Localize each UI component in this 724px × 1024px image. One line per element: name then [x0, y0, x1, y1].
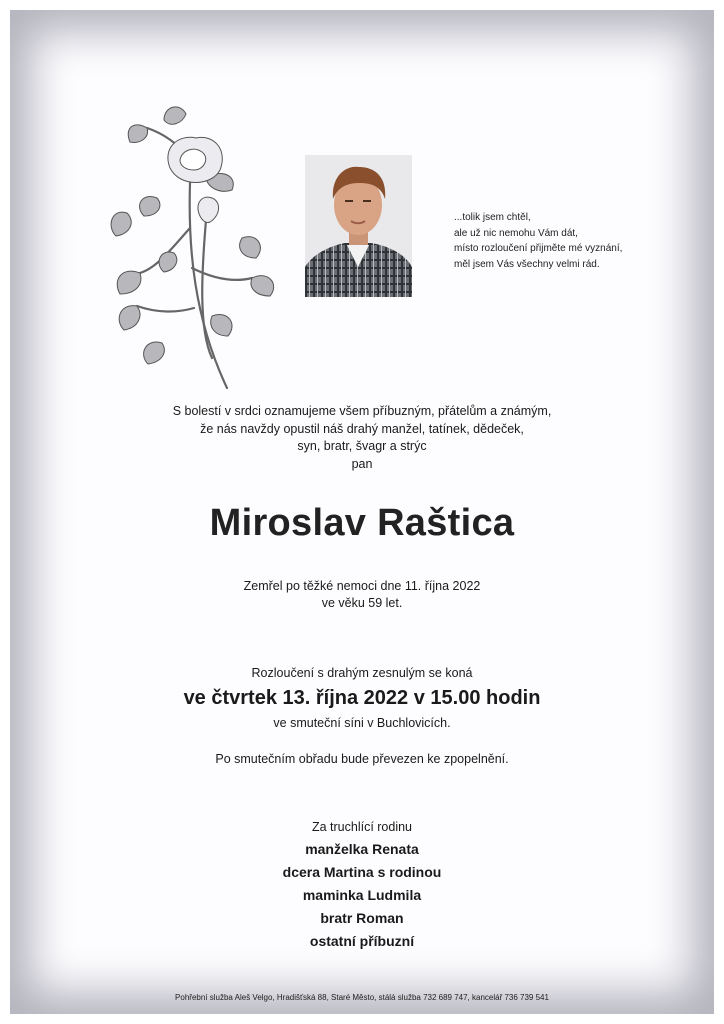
mourner-name: manželka Renata	[305, 841, 419, 857]
mourner-name: ostatní příbuzní	[309, 933, 415, 949]
age-line: ve věku 59 let.	[321, 596, 403, 610]
rose-icon	[102, 98, 282, 398]
death-info	[10, 578, 714, 612]
quote-line: místo rozloučení přijměte mé vyznání,	[454, 243, 623, 254]
mourners-list	[10, 816, 714, 953]
quote-block	[454, 210, 694, 272]
announcement-text	[10, 403, 714, 473]
funeral-service-footer: Pohřební služba Aleš Velgo, Hradišťská 88, Staré Město, stálá služba 732 689 747, kancelář 736 739 541	[175, 993, 549, 1002]
announcement-line: pan	[351, 456, 373, 471]
mourner-name: dcera Martina s rodinou	[282, 864, 442, 880]
mourners-lead: Za truchlící rodinu	[311, 820, 413, 834]
farewell-datetime: ve čtvrtek 13. října 2022 v 15.00 hodin	[183, 687, 541, 709]
cremation-note: Po smutečním obřadu bude převezen ke zpopelnění.	[215, 752, 509, 766]
obituary-sheet	[10, 10, 714, 1014]
portrait-icon	[305, 155, 412, 297]
farewell-lead: Rozloučení s drahým zesnulým se koná	[251, 666, 473, 680]
announcement-line: že nás navždy opustil náš drahý manžel, tatínek, dědeček,	[200, 421, 524, 436]
mourner-name: maminka Ludmila	[302, 887, 422, 903]
announcement-line: S bolestí v srdci oznamujeme všem příbuzným, přátelům a známým,	[172, 404, 552, 418]
deceased-name: Miroslav Raštica	[209, 502, 515, 544]
mourner-name: bratr Roman	[320, 910, 404, 926]
announcement-line: syn, bratr, švagr a strýc	[297, 439, 427, 453]
death-date-line: Zemřel po těžké nemoci dne 11. října 2022	[243, 579, 481, 593]
quote-line: měl jsem Vás všechny velmi rád.	[454, 258, 600, 270]
quote-line: ...tolik jsem chtěl,	[454, 212, 531, 223]
farewell-place: ve smuteční síni v Buchlovicích.	[273, 716, 451, 730]
quote-line: ale už nic nemohu Vám dát,	[454, 227, 578, 239]
portrait-photo	[305, 155, 412, 297]
farewell-info	[10, 664, 714, 732]
